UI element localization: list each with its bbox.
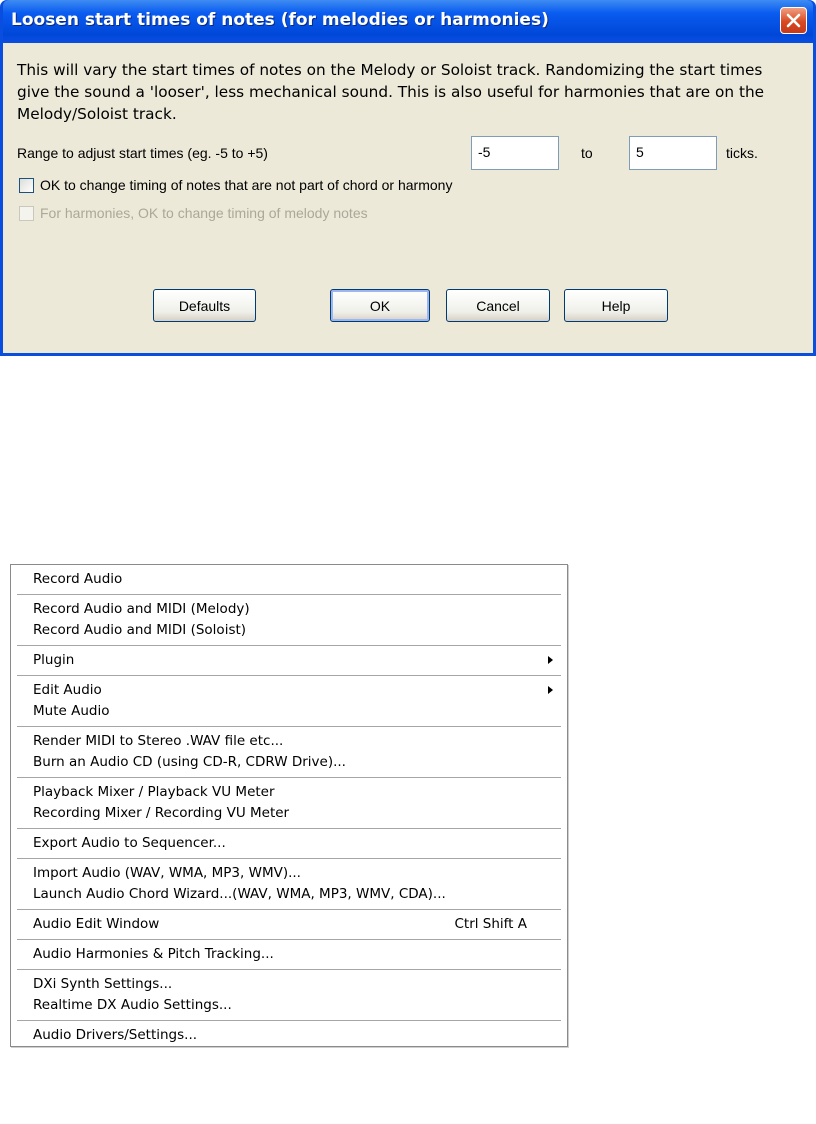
- help-button[interactable]: Help: [564, 289, 668, 322]
- menu-item-plugin[interactable]: [11, 650, 567, 671]
- ticks-label: ticks.: [726, 145, 758, 161]
- loosen-start-times-dialog: [0, 0, 816, 356]
- range-label: Range to adjust start times (eg. -5 to +5): [17, 145, 268, 161]
- range-to-input[interactable]: 5: [629, 136, 717, 170]
- non-chord-notes-option[interactable]: [19, 177, 452, 193]
- menu-item-edit-audio[interactable]: [11, 680, 567, 701]
- non-chord-notes-label[interactable]: OK to change timing of notes that are not part of chord or harmony: [40, 177, 453, 193]
- menu-item-launch-chord-wizard[interactable]: Launch Audio Chord Wizard...(WAV, WMA, MP3, WMV, CDA)...: [33, 886, 446, 902]
- menu-group-drivers: [11, 1021, 567, 1050]
- menu-item-dxi-synth[interactable]: DXi Synth Settings...: [33, 976, 173, 992]
- close-icon: [786, 13, 801, 28]
- menu-group-export: [11, 829, 567, 858]
- menu-group-dx: [11, 970, 567, 1020]
- menu-item-audio-harmonies[interactable]: Audio Harmonies & Pitch Tracking...: [33, 946, 274, 962]
- menu-item-record-audio[interactable]: Record Audio: [33, 571, 123, 587]
- submenu-arrow-icon: [548, 656, 553, 664]
- melody-notes-option: [19, 205, 368, 221]
- menu-item-mute-audio[interactable]: Mute Audio: [33, 703, 110, 719]
- menu-group-edit: [11, 676, 567, 726]
- defaults-button[interactable]: Defaults: [153, 289, 256, 322]
- melody-notes-label: For harmonies, OK to change timing of melody notes: [40, 205, 368, 221]
- menu-group-render: [11, 727, 567, 777]
- menu-item-realtime-dx[interactable]: Realtime DX Audio Settings...: [33, 997, 232, 1013]
- menu-item-audio-drivers[interactable]: Audio Drivers/Settings...: [33, 1027, 198, 1043]
- menu-group-record-midi: [11, 595, 567, 645]
- menu-item-audio-edit-window-label: Audio Edit Window: [33, 916, 160, 932]
- menu-item-edit-audio-label: Edit Audio: [33, 682, 102, 698]
- menu-group-plugin: [11, 646, 567, 675]
- dialog-description: This will vary the start times of notes on the Melody or Soloist track. Randomizing the start times give the sound a 'looser', less mechanical sound. This is also useful for harmonies that are on the Melody/Soloist track.: [17, 61, 765, 123]
- to-label: to: [581, 145, 593, 161]
- menu-item-audio-edit-window[interactable]: [11, 914, 567, 935]
- submenu-arrow-icon: [548, 686, 553, 694]
- dialog-title: Loosen start times of notes (for melodies or harmonies): [11, 10, 549, 30]
- menu-item-recording-mixer[interactable]: Recording Mixer / Recording VU Meter: [33, 805, 290, 821]
- menu-item-plugin-label: Plugin: [33, 652, 75, 668]
- menu-item-import-audio[interactable]: Import Audio (WAV, WMA, MP3, WMV)...: [33, 865, 301, 881]
- menu-group-mixer: [11, 778, 567, 828]
- range-from-input[interactable]: -5: [471, 136, 559, 170]
- dialog-body: [3, 43, 813, 353]
- close-button[interactable]: [780, 7, 807, 34]
- cancel-button[interactable]: Cancel: [446, 289, 550, 322]
- menu-group-record: [11, 565, 567, 594]
- menu-item-export-audio[interactable]: Export Audio to Sequencer...: [33, 835, 226, 851]
- audio-context-menu: [10, 564, 568, 1047]
- menu-group-edit-window: [11, 910, 567, 939]
- title-bar[interactable]: [3, 0, 813, 43]
- ok-button[interactable]: OK: [330, 289, 430, 322]
- menu-shortcut: Ctrl Shift A: [454, 916, 527, 932]
- menu-item-record-audio-midi-soloist[interactable]: Record Audio and MIDI (Soloist): [33, 622, 247, 638]
- menu-item-burn-cd[interactable]: Burn an Audio CD (using CD-R, CDRW Drive)...: [33, 754, 346, 770]
- menu-item-record-audio-midi-melody[interactable]: Record Audio and MIDI (Melody): [33, 601, 250, 617]
- melody-notes-checkbox: [19, 206, 34, 221]
- menu-item-playback-mixer[interactable]: Playback Mixer / Playback VU Meter: [33, 784, 275, 800]
- menu-item-render-midi[interactable]: Render MIDI to Stereo .WAV file etc...: [33, 733, 284, 749]
- menu-group-harmonies: [11, 940, 567, 969]
- non-chord-notes-checkbox[interactable]: [19, 178, 34, 193]
- menu-group-import: [11, 859, 567, 909]
